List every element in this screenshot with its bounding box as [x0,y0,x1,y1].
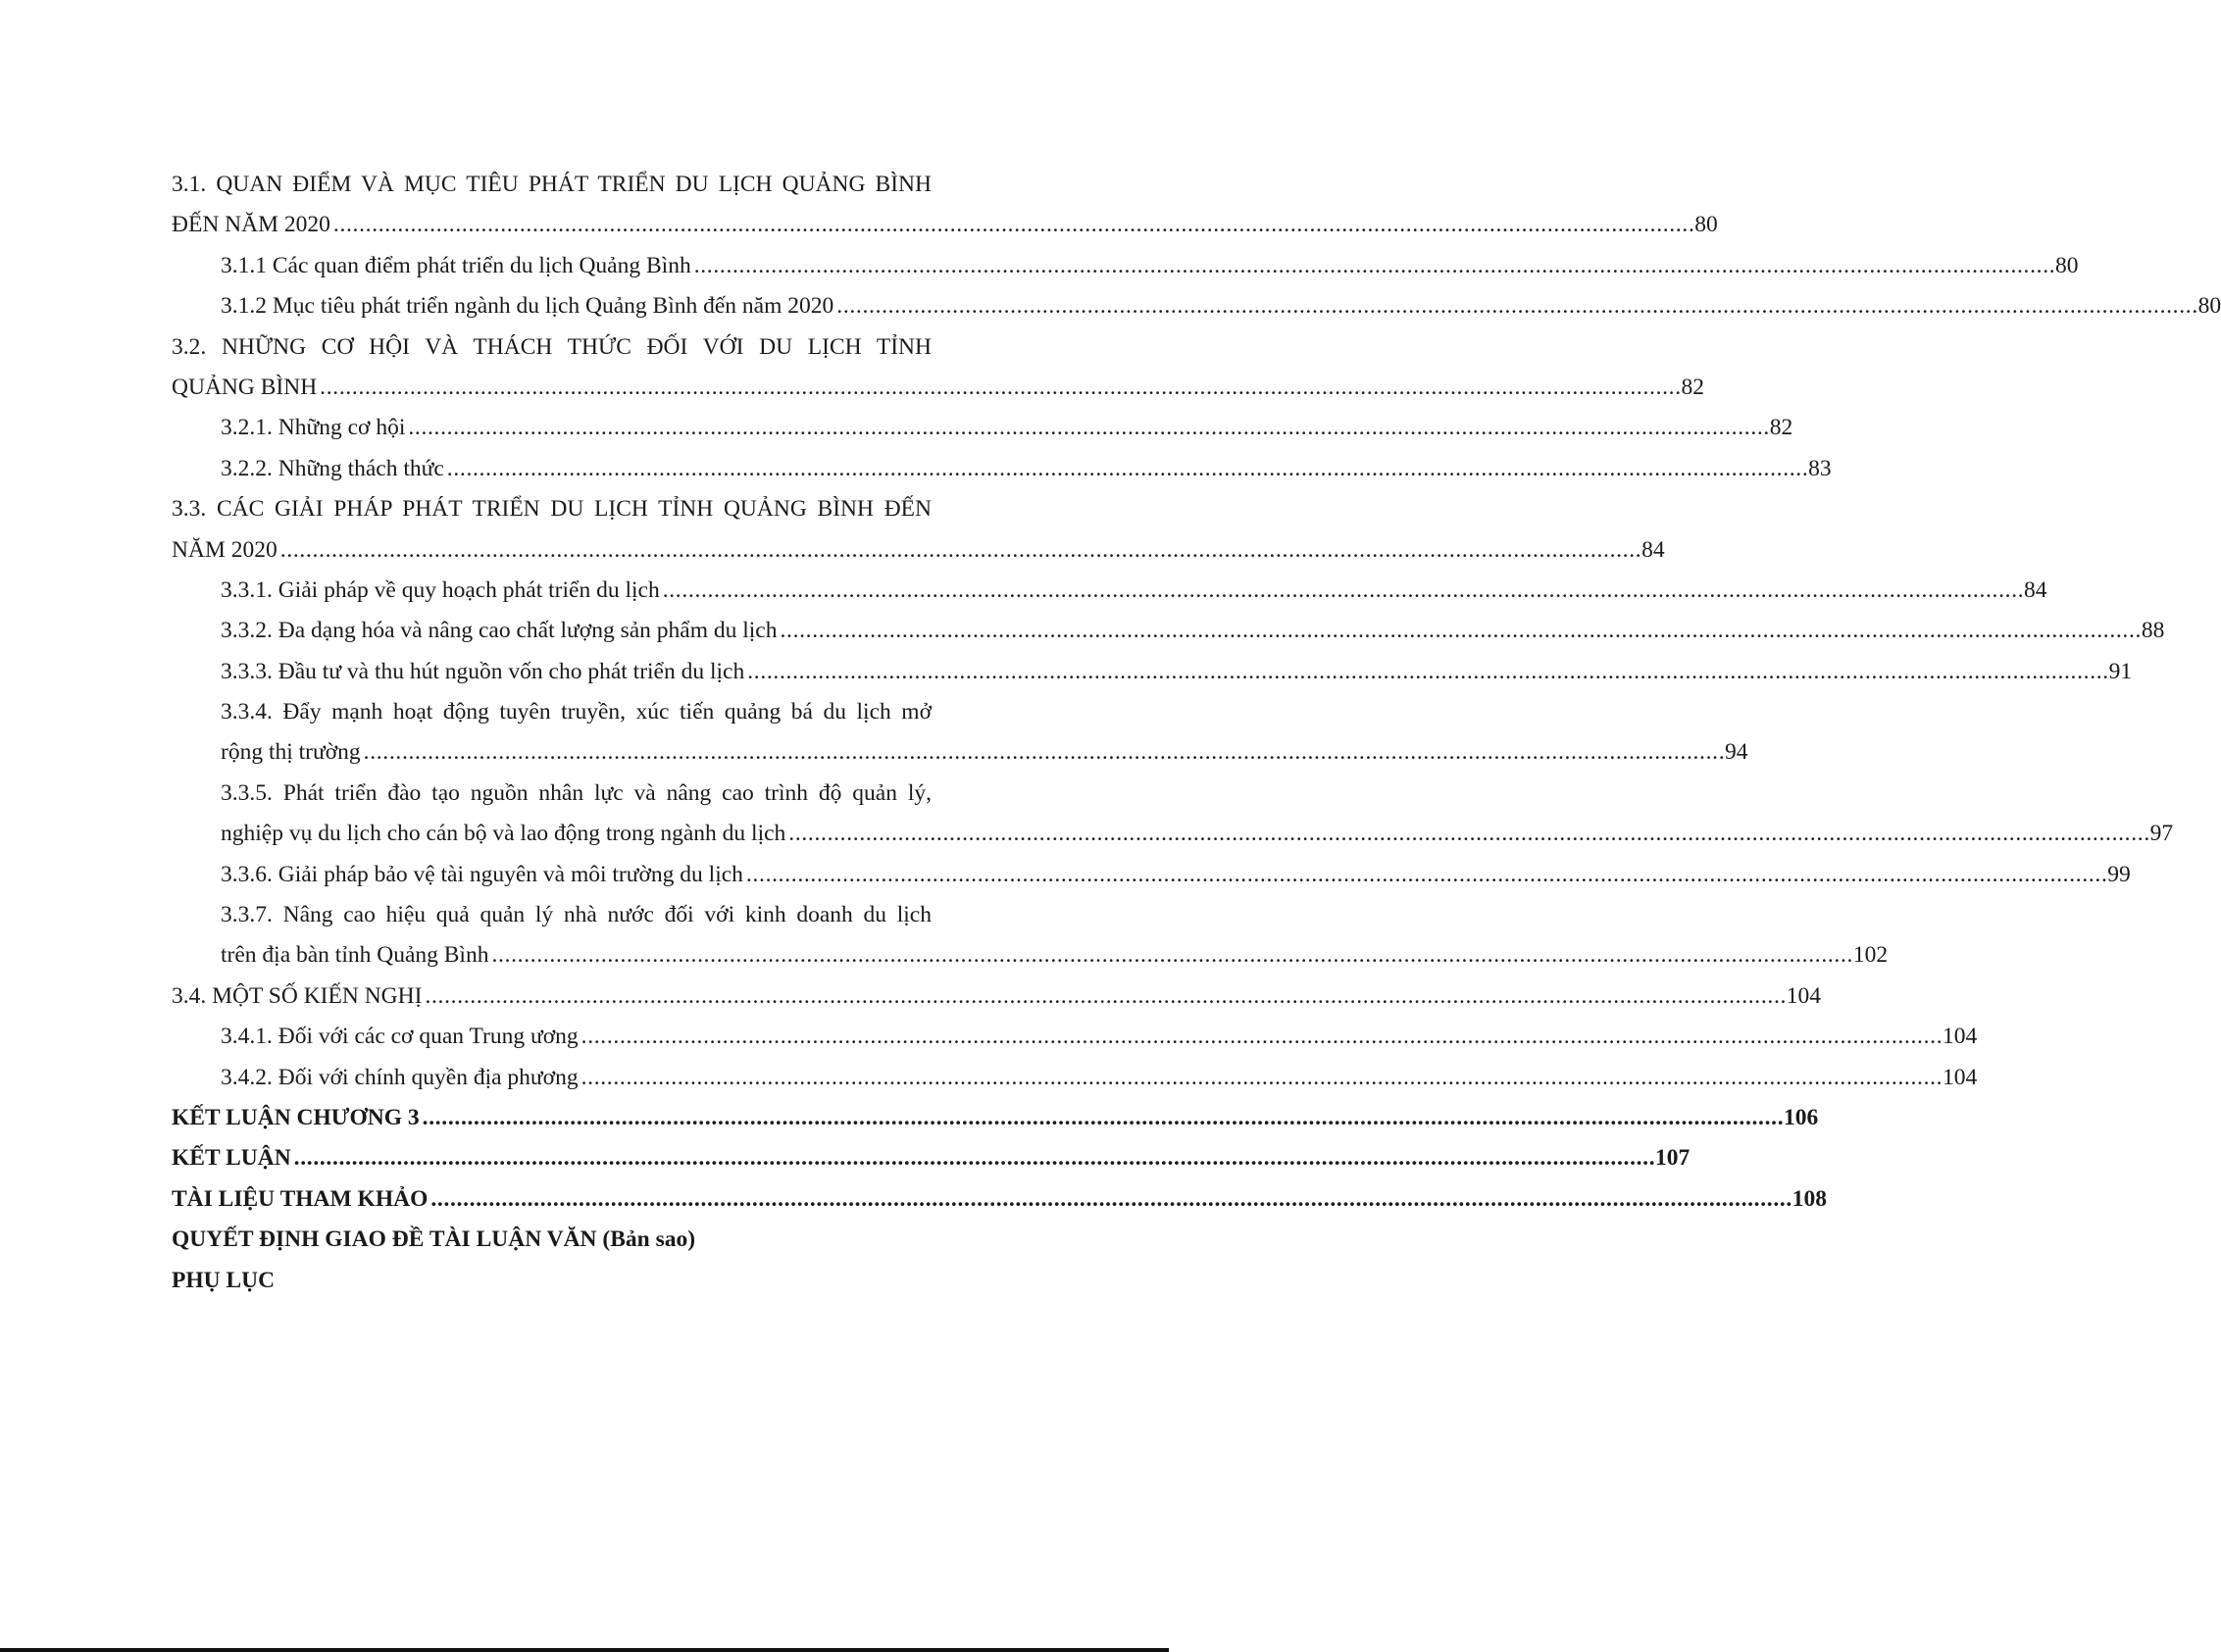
toc-entry-3-1-line1 [172,165,932,205]
toc-entry-title: trên địa bàn tỉnh Quảng Bình [221,942,489,969]
toc-entry-title: 3.3.7. Nâng cao hiệu quả quản lý nhà nước đối với kinh doanh du lịch [221,902,932,928]
toc-entry-title: KẾT LUẬN CHƯƠNG 3 [172,1104,420,1130]
toc-entry-title: 3.3.6. Giải pháp bảo vệ tài nguyên và môi trường du lịch [221,861,743,887]
toc-entry-3-1[interactable] [172,205,1718,245]
toc-entry-3-4-2[interactable] [172,1058,1978,1098]
toc-entry-title: 3.3.5. Phát triển đào tạo nguồn nhân lực và nâng cao trình độ quản lý, [221,779,932,806]
dot-leader [364,732,1722,773]
toc-page-number: 97 [2149,821,2174,847]
toc-page-number: 94 [1725,739,1748,766]
toc-entry-title: ĐẾN NĂM 2020 [172,212,330,238]
dot-leader [788,814,2146,854]
toc-page-number: 80 [2055,252,2079,278]
toc-page-number: 107 [1655,1145,1691,1172]
toc-entry-title: QUẢNG BÌNH [172,374,318,400]
toc-entry-3-1-2[interactable] [172,286,2221,326]
toc-entry-title: rộng thị trường [221,739,361,766]
toc-entry-3-3-7-line1 [172,895,932,935]
toc-page-number: 106 [1784,1104,1819,1130]
toc-page-number: 91 [2108,658,2133,684]
toc-entry-3-4-1[interactable] [172,1017,1978,1057]
dot-leader [746,855,2104,895]
toc-page-number: 82 [1769,415,1793,441]
toc-page-number: 82 [1681,374,1705,400]
dot-leader [333,205,1691,245]
toc-entry-title: 3.1. QUAN ĐIỂM VÀ MỤC TIÊU PHÁT TRIỂN DU LỊCH QUẢNG BÌNH [172,172,932,197]
dot-leader [836,286,2195,326]
toc-page-number: 80 [1694,212,1718,238]
toc-entry-3-3-7[interactable] [172,935,1889,976]
toc-entry-references[interactable] [172,1179,1827,1220]
dot-leader [294,1138,1652,1178]
toc-entry-3-4[interactable] [172,976,1822,1017]
toc-entry-title: 3.4.2. Đối với chính quyền địa phương [221,1064,579,1090]
toc-entry-3-2-2[interactable] [172,449,1832,489]
dot-leader [320,368,1678,408]
toc-entry-title: 3.2.2. Những thách thức [221,455,444,481]
page-bottom-edge [0,1648,1169,1652]
toc-entry-title: 3.3. CÁC GIẢI PHÁP PHÁT TRIỂN DU LỊCH TỈNH QUẢNG BÌNH ĐẾN [172,496,932,523]
toc-page-number: 80 [2197,293,2221,320]
toc-entry-3-2-line1 [172,327,932,368]
toc-entry-3-3-5-line1 [172,774,932,814]
dot-leader [491,935,1849,976]
toc-entry-3-3-4[interactable] [172,732,1748,773]
toc-page-number: 104 [1942,1064,1978,1090]
toc-entry-title: 3.4. MỘT SỐ KIẾN NGHỊ [172,982,423,1009]
toc-entry-title: 3.3.4. Đẩy mạnh hoạt động tuyên truyền, xúc tiến quảng bá du lịch mở [221,699,932,726]
dot-leader [408,408,1766,448]
toc-entry-title: 3.2. NHỮNG CƠ HỘI VÀ THÁCH THỨC ĐỐI VỚI DU LỊCH TỈNH [172,333,932,360]
dot-leader [447,449,1805,489]
dot-leader [694,246,2052,286]
toc-entry-3-3-3[interactable] [172,652,2133,692]
toc-entry-title: PHỤ LỤC [172,1267,276,1293]
toc-entry-title: 3.4.1. Đối với các cơ quan Trung ương [221,1024,579,1050]
toc-page-number: 84 [1641,536,1665,563]
toc-entry-3-2-1[interactable] [172,408,1793,448]
toc-entry-3-3-line1 [172,489,932,529]
toc-entry-title: KẾT LUẬN [172,1145,291,1172]
dot-leader [430,1179,1789,1220]
toc-entry-3-3-6[interactable] [172,855,2131,895]
toc-entry-title: 3.1.1 Các quan điểm phát triển du lịch Quảng Bình [221,252,691,278]
toc-entry-3-1-1[interactable] [172,246,2079,286]
toc-entry-title: nghiệp vụ du lịch cho cán bộ và lao động trong ngành du lịch [221,821,786,847]
toc-entry-3-3-2[interactable] [172,611,2165,651]
toc-page-number: 99 [2107,861,2131,887]
toc-page-number: 104 [1942,1024,1978,1050]
dot-leader [747,652,2105,692]
toc-entry-3-3-1[interactable] [172,571,2047,611]
dot-leader [425,976,1783,1017]
toc-entry-title: TÀI LIỆU THAM KHẢO [172,1185,429,1212]
table-of-contents [172,165,2221,1301]
toc-entry-title: 3.2.1. Những cơ hội [221,415,406,441]
toc-page-number: 83 [1808,455,1832,481]
dot-leader [663,571,2021,611]
toc-entry-title: 3.3.2. Đa dạng hóa và nâng cao chất lượng sản phẩm du lịch [221,618,778,644]
toc-page-number: 88 [2141,618,2165,644]
toc-page-number: 84 [2024,576,2047,603]
dot-leader [581,1058,1940,1098]
toc-entry-conclusion[interactable] [172,1138,1691,1178]
toc-entry-decision[interactable] [172,1220,932,1260]
toc-entry-3-2[interactable] [172,368,1705,408]
toc-entry-title: 3.1.2 Mục tiêu phát triển ngành du lịch Quảng Bình đến năm 2020 [221,293,834,320]
toc-page-number: 104 [1786,982,1822,1009]
toc-entry-title: 3.3.1. Giải pháp về quy hoạch phát triển du lịch [221,576,660,603]
dot-leader [280,530,1639,571]
toc-entry-title: 3.3.3. Đầu tư và thu hút nguồn vốn cho phát triển du lịch [221,658,745,684]
toc-entry-3-3-4-line1 [172,692,932,732]
toc-entry-3-3-5[interactable] [172,814,2174,854]
toc-entry-3-3[interactable] [172,530,1665,571]
toc-page-number: 108 [1792,1185,1827,1212]
dot-leader [780,611,2138,651]
dot-leader [581,1017,1940,1057]
toc-entry-title: NĂM 2020 [172,536,278,563]
toc-entry-title: QUYẾT ĐỊNH GIAO ĐỀ TÀI LUẬN VĂN (Bản sao) [172,1226,696,1253]
toc-page-number: 102 [1852,942,1889,969]
toc-entry-appendix[interactable] [172,1261,932,1301]
dot-leader [423,1098,1781,1138]
toc-entry-conclusion-chapter-3[interactable] [172,1098,1819,1138]
